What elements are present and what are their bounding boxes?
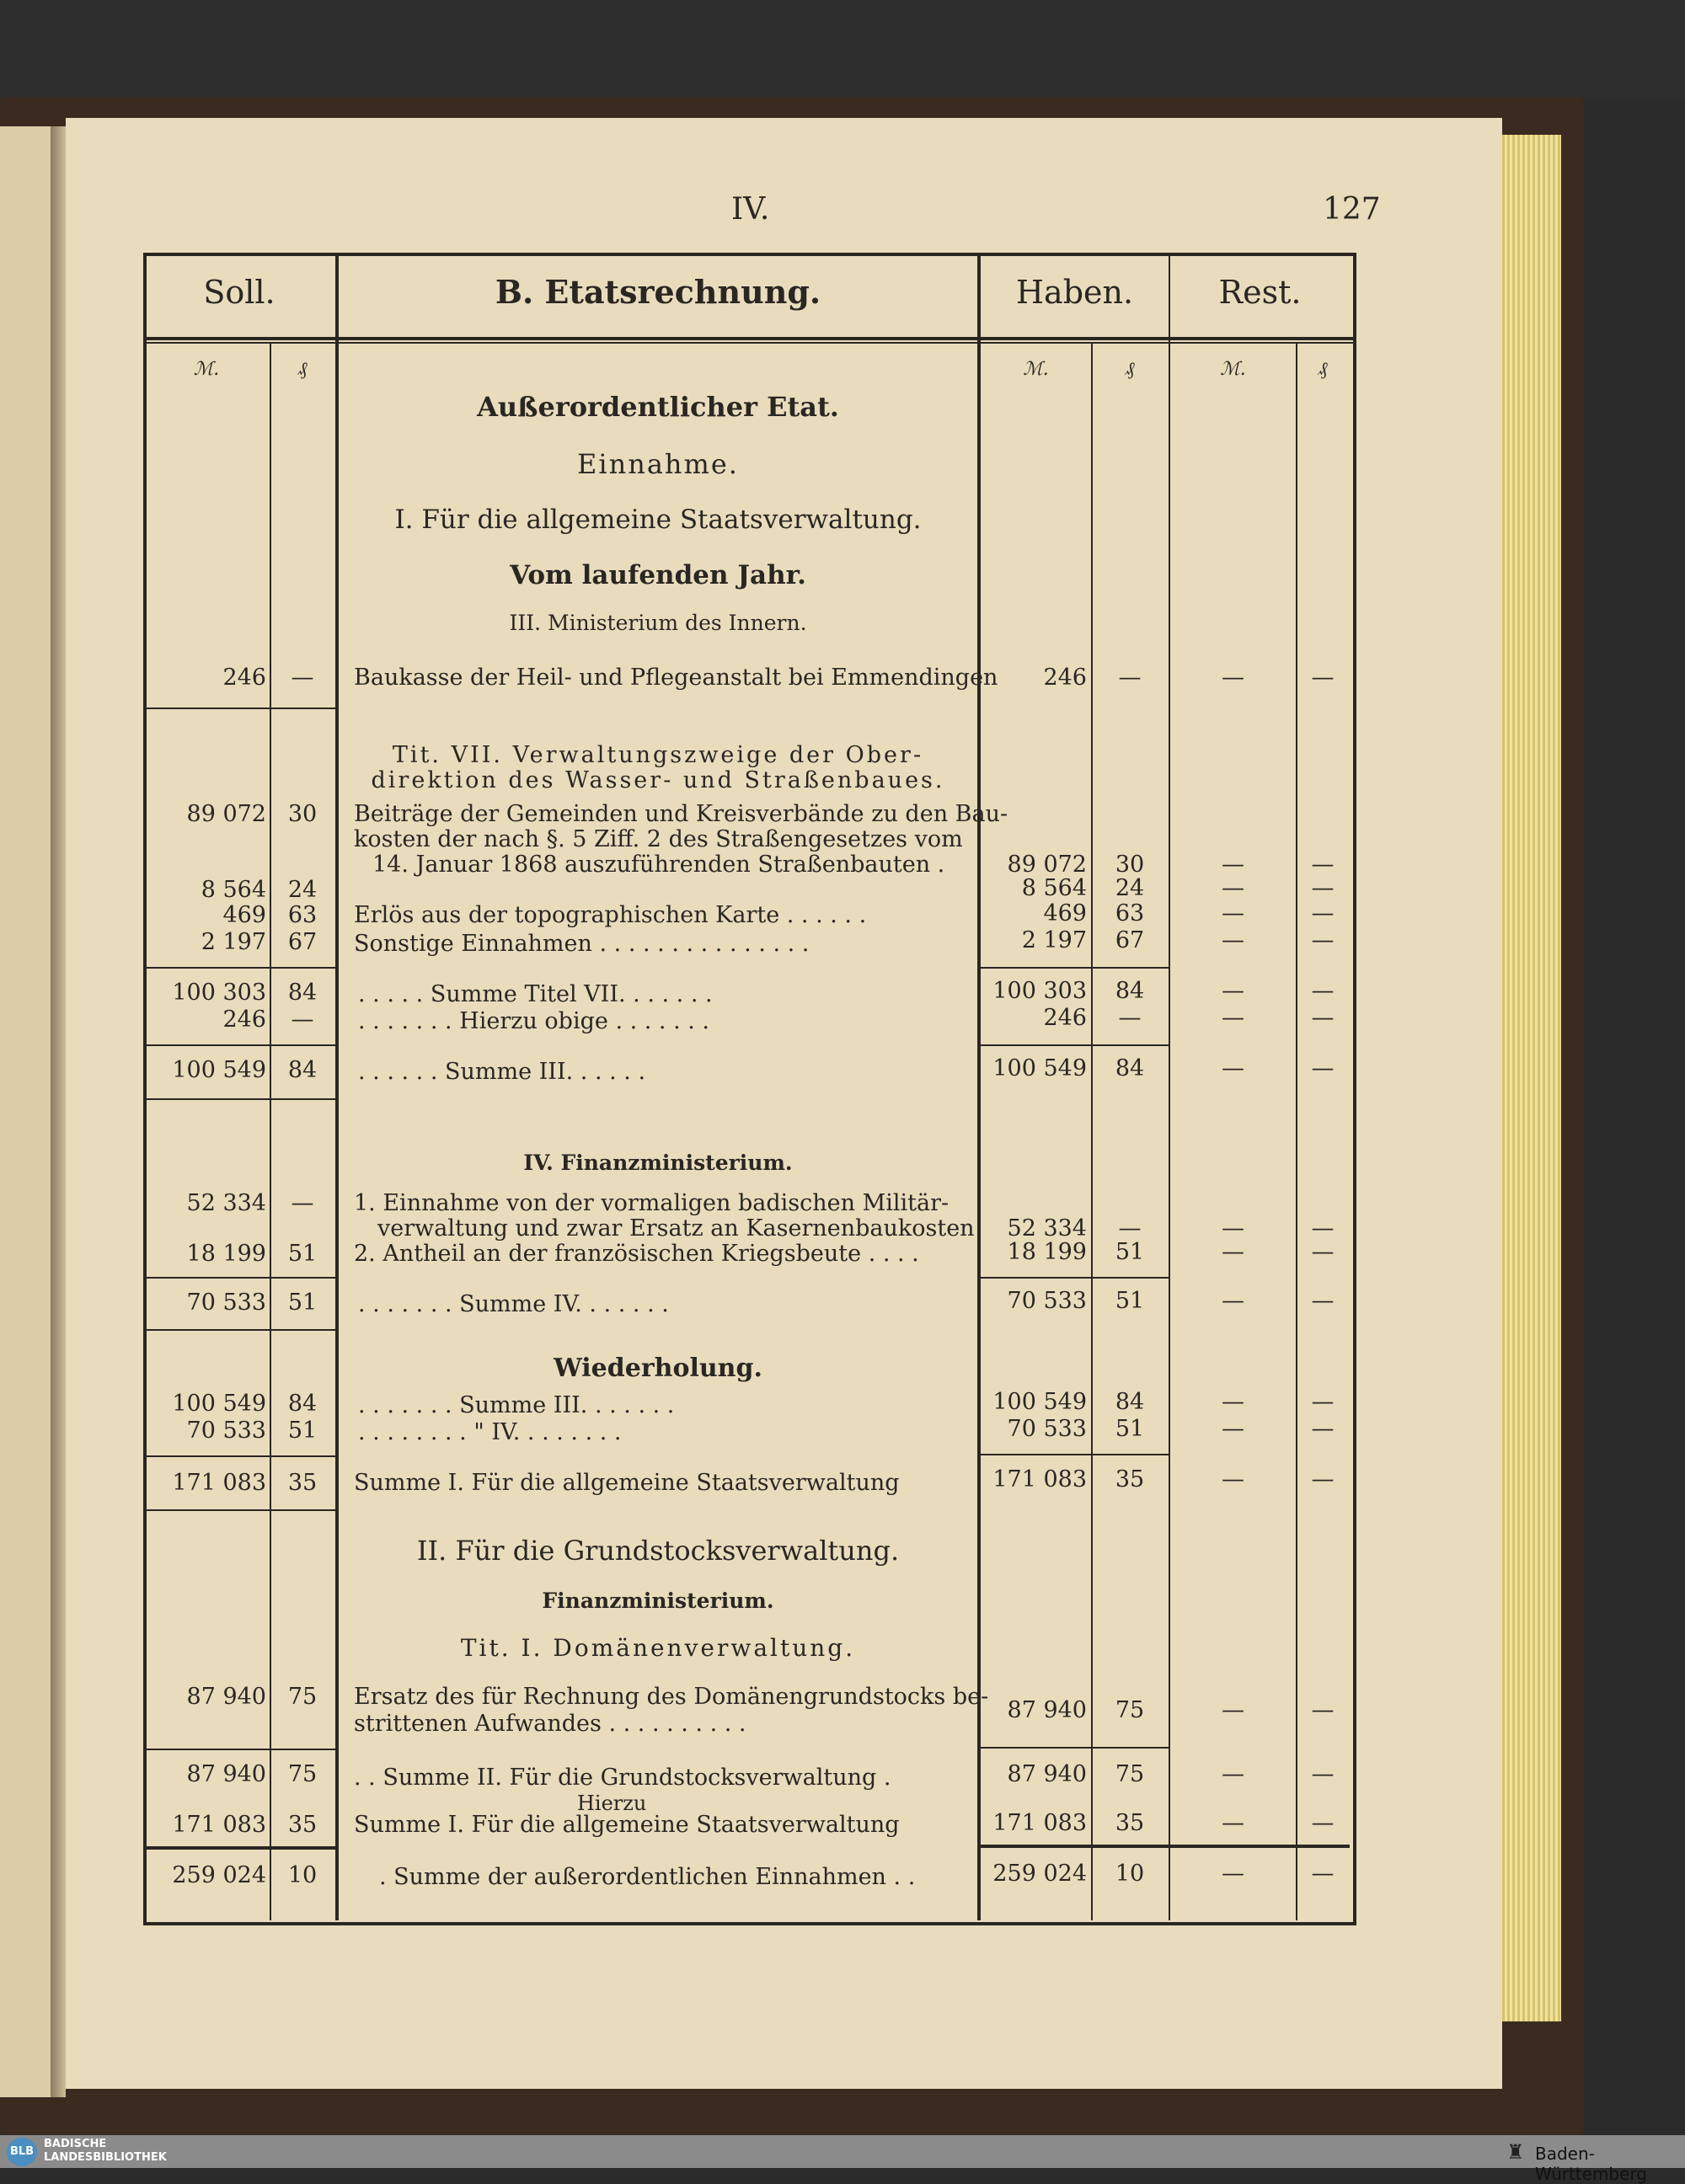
r15-haben-pf: 75 (1115, 1697, 1145, 1723)
col-haben: Haben. (1015, 274, 1134, 311)
library-name-line2: LANDESBIBLIOTHEK (44, 2151, 167, 2164)
r02-rest-pf: — (1311, 852, 1335, 878)
r15-text-line1: Ersatz des für Rechnung des Domänengrundstocks be- (354, 1684, 989, 1710)
r13-text: . . . . . . . . " IV. . . . . . . . (358, 1419, 622, 1445)
r03-haben-mark: 8 564 (1021, 875, 1087, 901)
r02-rest-mark: — (1222, 852, 1244, 878)
r02-soll-mark: 89 072 (186, 801, 266, 827)
r09-text-line1: 1. Einnahme von der vormaligen badischen Militär- (354, 1190, 949, 1216)
rule-rest-pf (1296, 342, 1297, 1920)
heading-tit7-line1: Tit. VII. Verwaltungszweige der Ober- (392, 742, 924, 768)
r05-haben-pf: 67 (1115, 927, 1145, 953)
page-number: 127 (1323, 192, 1381, 227)
r09-rest-mark: — (1222, 1215, 1244, 1242)
r18-rest-mark: — (1222, 1810, 1244, 1836)
library-name-line1: BADISCHE (44, 2138, 107, 2150)
r04-soll-pf: 63 (287, 902, 318, 928)
r04-haben-pf: 63 (1115, 900, 1145, 926)
r19-haben-pf: 10 (1115, 1861, 1145, 1887)
r11-haben-mark: 70 533 (1007, 1288, 1087, 1314)
rule-soll-text (335, 253, 339, 1920)
r01-haben-pf: — (1118, 665, 1142, 691)
r14-haben-pf: 35 (1115, 1466, 1145, 1492)
r05-text: Sonstige Einnahmen . . . . . . . . . . . . . . . (354, 931, 810, 957)
r07-haben-mark: 246 (1043, 1005, 1087, 1031)
heading-tit1: Tit. I. Domänenverwaltung. (460, 1634, 856, 1662)
r13-rest-pf: — (1311, 1416, 1335, 1442)
r19-haben-mark: 259 024 (992, 1861, 1087, 1887)
book-gutter (51, 126, 66, 2097)
r08-text: . . . . . . Summe III. . . . . . (358, 1059, 646, 1085)
r16-text: . . Summe II. Für die Grundstocksverwaltung . (354, 1765, 891, 1791)
rule-r01 (143, 708, 335, 709)
r14-rest-pf: — (1311, 1466, 1335, 1492)
col-soll: Soll. (203, 274, 275, 311)
ledger-table (143, 253, 1356, 1920)
r14-soll-mark: 171 083 (172, 1470, 266, 1496)
r14-text: Summe I. Für die allgemeine Staatsverwaltung (354, 1470, 900, 1496)
r01-haben-mark: 246 (1043, 665, 1087, 691)
r09-haben-pf: — (1118, 1215, 1142, 1242)
r12-soll-mark: 100 549 (172, 1391, 266, 1417)
r03-soll-mark: 8 564 (201, 877, 266, 903)
r01-soll-pf: — (291, 665, 314, 691)
r05-soll-mark: 2 197 (201, 929, 266, 955)
r02-soll-pf: 30 (287, 801, 318, 827)
r07-soll-mark: 246 (222, 1007, 266, 1033)
r12-rest-mark: — (1222, 1389, 1244, 1415)
r10-soll-mark: 18 199 (186, 1241, 266, 1267)
r10-rest-pf: — (1311, 1239, 1335, 1265)
haben-pf-unit: ₰ (1125, 359, 1135, 380)
r10-text: 2. Antheil an der französischen Kriegsbeute . . . . (354, 1241, 919, 1267)
r12-haben-mark: 100 549 (992, 1389, 1087, 1415)
rule-r13-haben (981, 1454, 1169, 1455)
r15-rest-mark: — (1222, 1697, 1244, 1723)
r02-text-line1: Beiträge der Gemeinden und Kreisverbände zu den Bau- (354, 801, 1008, 827)
rule-r18-haben (981, 1845, 1350, 1848)
haben-mark-unit: ℳ. (1023, 359, 1049, 380)
header-rule-thin (143, 342, 1356, 344)
r13-soll-mark: 70 533 (186, 1418, 266, 1444)
r05-rest-pf: — (1311, 927, 1335, 953)
r07-haben-pf: — (1118, 1005, 1142, 1031)
rule-soll-pf (270, 342, 271, 1920)
rule-r15-soll (143, 1749, 335, 1750)
r01-rest-mark: — (1222, 665, 1244, 691)
r18-soll-mark: 171 083 (172, 1812, 266, 1838)
r02-text-line2: kosten der nach §. 5 Ziff. 2 des Straßengesetzes vom (354, 826, 963, 852)
page-edge-gilt (1502, 135, 1561, 2021)
r04-text: Erlös aus der topographischen Karte . . . . . . (354, 902, 867, 928)
state-crest-icon: ♜ (1506, 2140, 1525, 2164)
r16-rest-mark: — (1222, 1761, 1244, 1787)
r17-label: Hierzu (577, 1792, 647, 1815)
table-frame (143, 253, 1356, 1925)
r06-haben-pf: 84 (1115, 978, 1145, 1004)
r08-haben-pf: 84 (1115, 1055, 1145, 1081)
r03-rest-pf: — (1311, 875, 1335, 901)
rule-r11 (143, 1329, 335, 1331)
rule-r07-haben (981, 1044, 1169, 1046)
r18-haben-mark: 171 083 (992, 1810, 1087, 1836)
heading-extraordinary: Außerordentlicher Etat. (477, 391, 839, 423)
rest-pf-unit: ₰ (1318, 359, 1328, 380)
r08-soll-pf: 84 (287, 1057, 318, 1083)
r19-text: . Summe der außerordentlichen Einnahmen . . (379, 1864, 916, 1890)
r08-rest-pf: — (1311, 1055, 1335, 1081)
rule-haben-pf (1091, 342, 1093, 1920)
r06-soll-mark: 100 303 (172, 980, 266, 1006)
r11-text: . . . . . . . Summe IV. . . . . . . (358, 1291, 669, 1317)
r13-haben-pf: 51 (1115, 1416, 1145, 1442)
r19-rest-pf: — (1311, 1861, 1335, 1887)
r08-rest-mark: — (1222, 1055, 1244, 1081)
heading-ministry-interior: III. Ministerium des Innern. (509, 611, 807, 635)
r16-soll-mark: 87 940 (186, 1761, 266, 1787)
r06-soll-pf: 84 (287, 980, 318, 1006)
rule-r15-haben (981, 1747, 1169, 1749)
rule-haben-rest (1169, 253, 1170, 1920)
heading-grundstock: II. Für die Grundstocksverwaltung. (416, 1535, 900, 1567)
r10-rest-mark: — (1222, 1239, 1244, 1265)
r12-soll-pf: 84 (287, 1391, 318, 1417)
r10-haben-mark: 18 199 (1007, 1239, 1087, 1265)
r04-soll-mark: 469 (222, 902, 266, 928)
rule-text-haben (977, 253, 981, 1920)
r07-rest-pf: — (1311, 1005, 1335, 1031)
r03-soll-pf: 24 (287, 877, 318, 903)
r14-haben-mark: 171 083 (992, 1466, 1087, 1492)
r09-soll-mark: 52 334 (186, 1190, 266, 1216)
r02-haben-mark: 89 072 (1007, 852, 1087, 878)
r06-haben-mark: 100 303 (992, 978, 1087, 1004)
rule-r10-soll (143, 1277, 335, 1279)
r12-haben-pf: 84 (1115, 1389, 1145, 1415)
r13-soll-pf: 51 (287, 1418, 318, 1444)
r11-soll-mark: 70 533 (186, 1290, 266, 1316)
r01-rest-pf: — (1311, 665, 1335, 691)
r15-rest-pf: — (1311, 1697, 1335, 1723)
r10-haben-pf: 51 (1115, 1239, 1145, 1265)
r11-soll-pf: 51 (287, 1290, 318, 1316)
r12-text: . . . . . . . Summe III. . . . . . . (358, 1392, 675, 1418)
r08-haben-mark: 100 549 (992, 1055, 1087, 1081)
r06-rest-pf: — (1311, 978, 1335, 1004)
r13-haben-mark: 70 533 (1007, 1416, 1087, 1442)
scan-background (0, 0, 1685, 97)
heading-repetition: Wiederholung. (554, 1354, 762, 1383)
rest-mark-unit: ℳ. (1220, 359, 1246, 380)
r18-soll-pf: 35 (287, 1812, 318, 1838)
soll-mark-unit: ℳ. (193, 359, 220, 380)
r18-haben-pf: 35 (1115, 1810, 1145, 1836)
r04-rest-mark: — (1222, 900, 1244, 926)
heading-einnahme: Einnahme. (577, 448, 739, 480)
rule-r18-soll (143, 1846, 335, 1850)
heading-general-admin: I. Für die allgemeine Staatsverwaltung. (394, 505, 922, 535)
r18-rest-pf: — (1311, 1810, 1335, 1836)
rule-r05-soll (143, 967, 335, 969)
r15-soll-pf: 75 (287, 1684, 318, 1710)
r02-haben-pf: 30 (1115, 852, 1145, 878)
r05-haben-mark: 2 197 (1021, 927, 1087, 953)
r19-rest-mark: — (1222, 1861, 1244, 1887)
r09-soll-pf: — (291, 1190, 314, 1216)
r15-text-line2: strittenen Aufwandes . . . . . . . . . . (354, 1711, 746, 1737)
r06-text: . . . . . Summe Titel VII. . . . . . . (358, 981, 713, 1007)
r09-rest-pf: — (1311, 1215, 1335, 1242)
heading-finance-ministry: Finanzministerium. (542, 1589, 774, 1613)
r07-rest-mark: — (1222, 1005, 1244, 1031)
viewer-footer-bar (0, 2135, 1685, 2168)
r15-haben-mark: 87 940 (1007, 1697, 1087, 1723)
r16-soll-pf: 75 (287, 1761, 318, 1787)
soll-pf-unit: ₰ (297, 359, 308, 380)
section-number: IV. (731, 192, 770, 227)
r11-rest-mark: — (1222, 1288, 1244, 1314)
r09-text-line2: verwaltung und zwar Ersatz an Kasernenbaukosten (377, 1215, 975, 1242)
r07-text: . . . . . . . Hierzu obige . . . . . . . (358, 1008, 710, 1034)
r01-text: Baukasse der Heil- und Pflegeanstalt bei Emmendingen (354, 665, 998, 691)
r19-soll-pf: 10 (287, 1862, 318, 1888)
state-name: Baden-Württemberg (1535, 2144, 1647, 2184)
r03-haben-pf: 24 (1115, 875, 1145, 901)
r10-soll-pf: 51 (287, 1241, 318, 1267)
r16-haben-mark: 87 940 (1007, 1761, 1087, 1787)
r15-soll-mark: 87 940 (186, 1684, 266, 1710)
r09-haben-mark: 52 334 (1007, 1215, 1087, 1242)
r14-soll-pf: 35 (287, 1470, 318, 1496)
col-title: B. Etatsrechnung. (495, 273, 821, 311)
r18-text: Summe I. Für die allgemeine Staatsverwaltung (354, 1812, 900, 1838)
rule-r13-soll (143, 1455, 335, 1457)
r13-rest-mark: — (1222, 1416, 1244, 1442)
r04-rest-pf: — (1311, 900, 1335, 926)
r05-soll-pf: 67 (287, 929, 318, 955)
r11-rest-pf: — (1311, 1288, 1335, 1314)
r14-rest-mark: — (1222, 1466, 1244, 1492)
r06-rest-mark: — (1222, 978, 1244, 1004)
r05-rest-mark: — (1222, 927, 1244, 953)
rule-r08 (143, 1098, 335, 1100)
heading-current-year: Vom laufenden Jahr. (510, 560, 806, 590)
r11-haben-pf: 51 (1115, 1288, 1145, 1314)
rule-r05-haben (981, 967, 1169, 969)
rule-r10-haben (981, 1277, 1169, 1279)
rule-r14 (143, 1509, 335, 1511)
r01-soll-mark: 246 (222, 665, 266, 691)
heading-tit7-line2: direktion des Wasser- und Straßenbaues. (371, 767, 945, 793)
r16-rest-pf: — (1311, 1761, 1335, 1787)
col-rest: Rest. (1218, 274, 1302, 311)
r16-haben-pf: 75 (1115, 1761, 1145, 1787)
r02-text-line3: 14. Januar 1868 auszuführenden Straßenbauten . (372, 852, 945, 878)
r08-soll-mark: 100 549 (172, 1057, 266, 1083)
library-name (44, 2138, 167, 2165)
r07-soll-pf: — (291, 1007, 314, 1033)
r19-soll-mark: 259 024 (172, 1862, 266, 1888)
rule-r07-soll (143, 1044, 335, 1046)
left-page-edge (0, 126, 51, 2097)
r12-rest-pf: — (1311, 1389, 1335, 1415)
blb-logo: BLB (7, 2138, 37, 2166)
r04-haben-mark: 469 (1043, 900, 1087, 926)
heading-finance-ministry-iv: IV. Finanzministerium. (523, 1151, 793, 1175)
header-rule (143, 337, 1356, 340)
r03-rest-mark: — (1222, 875, 1244, 901)
